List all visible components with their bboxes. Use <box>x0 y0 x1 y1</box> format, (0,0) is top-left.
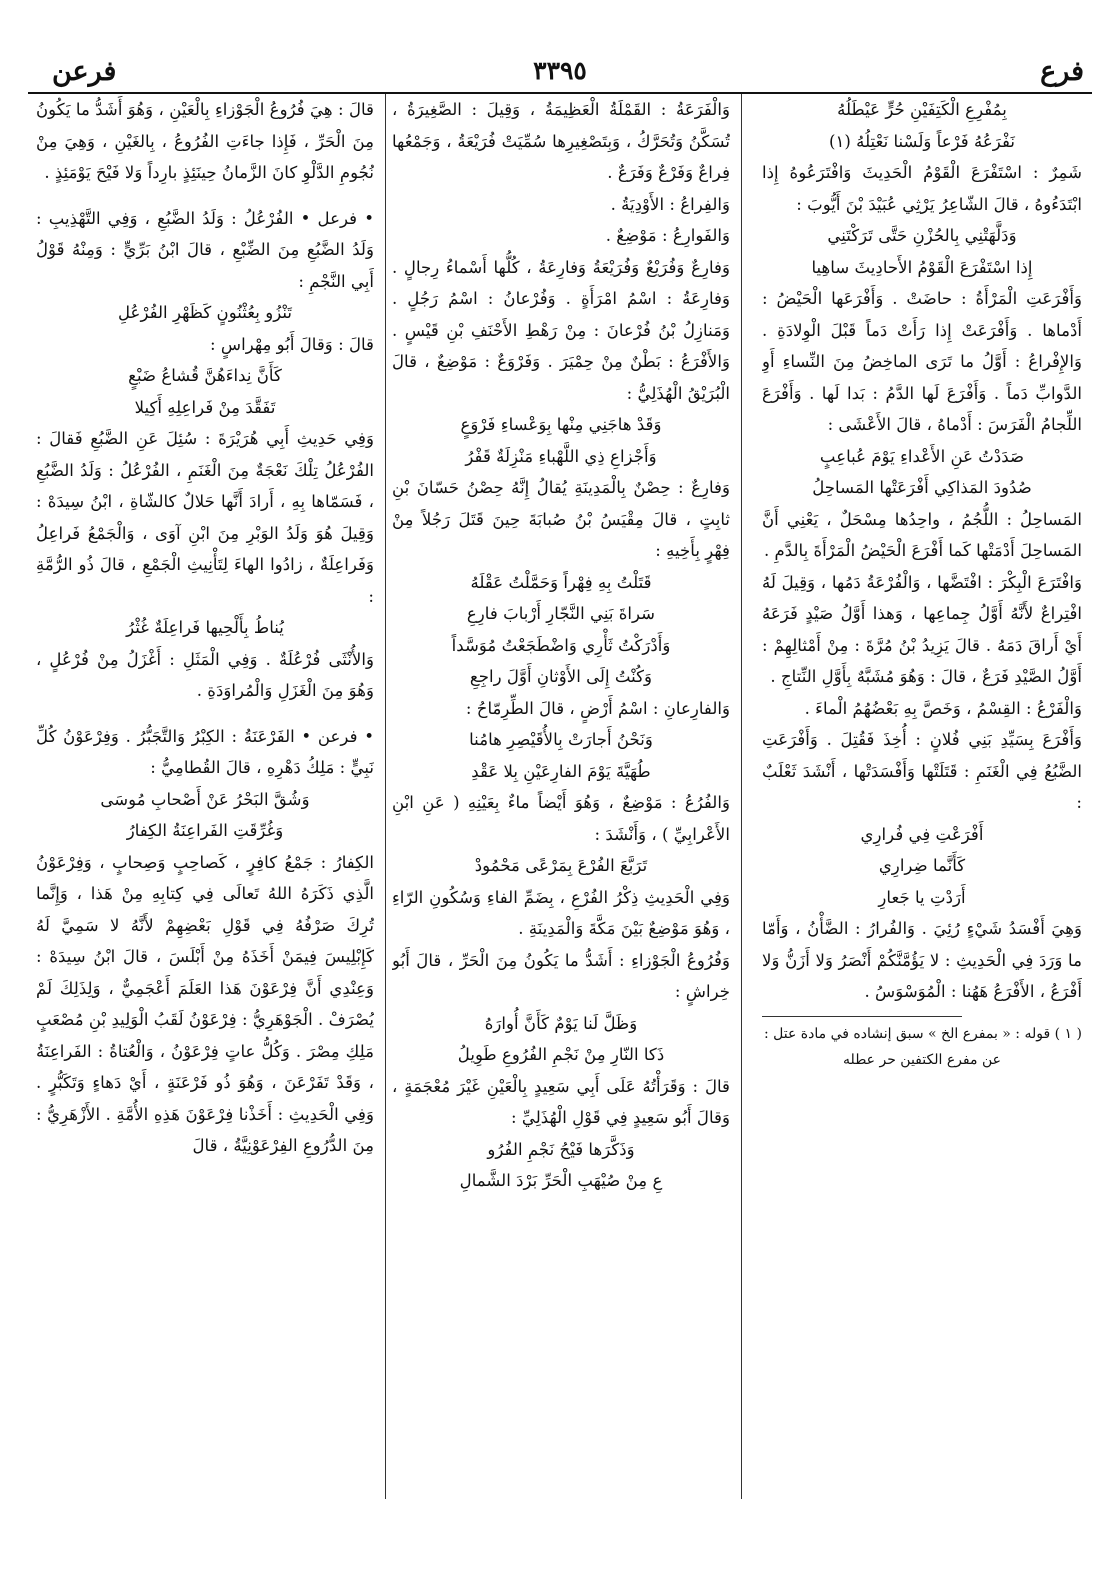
verse-line: يُناطُ بِأَلْحِيها فَراعِلَةٌ غُثْرُ <box>126 618 284 637</box>
footnote: ( ١ ) قوله : « بمفرع الخ » سبق إنشاده في مادة عتل : <box>764 1025 1082 1042</box>
entry-gap <box>36 189 374 203</box>
verse-line: وَشُقَّ البَحْرُ عَنْ أَصْحابِ مُوسَى <box>100 789 310 809</box>
verse-line: بِمُفْرِعِ الْكَتِفَيْنِ حُرٍّ عَيْطَلُهُ <box>837 100 1007 119</box>
entry-faraan: • فرعن • الفَرْعَنَةُ : الكِبْرُ وَالتَّجَبُّرُ . وَفِرْعَوْنُ كُلِّ نَبِيٍّ : مَلِكُ دَهْرِهِ ، قالَ القُطامِيُّ : <box>36 726 374 777</box>
verse-line: وَقَدْ هاجَنِي مِنْها بِوَعْساءِ فَرْوَعٍ <box>460 415 662 434</box>
paragraph: وَفُرُوعُ الْجَوْزاءِ : أَشَدُّ ما يَكُونُ مِنَ الْحَرِّ ، قالَ أَبُو خِراشٍ : <box>392 950 730 1001</box>
verse-line: طُهَيَّةَ يَوْمَ الفارِعَيْنِ بِلا عَقْدِ <box>471 761 651 781</box>
footnote-verse: عن مفرع الكتفين حر عطله <box>843 1051 1001 1068</box>
verse-line: إِذا اسْتَفْرَعَ الْقَوْمُ الأَحادِيثَ ساهِيا <box>811 257 1033 277</box>
paragraph: وَالفَوارِعُ : مَوْضِعٌ . <box>605 226 730 245</box>
paragraph: وَالْفَرْعُ : القِسْمُ ، وَخَصَّ بِهِ بَعْضُهُمُ الْماءَ . <box>804 698 1082 718</box>
column-left <box>36 94 374 1499</box>
footnote-separator <box>762 1016 962 1017</box>
page-header <box>28 48 1092 94</box>
verse-line: وَغُرِّقَتِ الفَراعِنَةُ الكِفارُ <box>126 821 284 840</box>
paragraph: وَالفارِعانِ : اسْمُ أَرْضٍ ، قالَ الطِّرِمّاحُ : <box>465 698 730 718</box>
paragraph: وَافْتَرَعَ الْبِكْرَ : افْتَضَّها ، وَالْفُرْعَةُ دَمُها ، وَقِيلَ لَهُ افْتِراعٌ لأَنَّهُ أَوَّلُ جِماعِها ، وَهذا أَوَّلُ صَيْدٍ فَرَعَهُ أَيْ أَراقَ دَمَهُ . قالَ يَزِيدُ بْنُ مُرَّةَ : مِنْ أَمْثالِهِمْ : أَوَّلُ الصَّيْدِ فَرَعٌ ، قالَ : وَهُوَ مُشَبَّهٌ بِأَوَّلِ النِّتاجِ . <box>762 572 1082 686</box>
verse-line: أَفْرَعْتِ فِي فُرارِي <box>860 824 984 844</box>
paragraph: وَفارِعٌ : حِصْنٌ بِالْمَدِينَةِ يُقالُ إِنَّهُ حِصْنُ حَسّانَ بْنِ ثابِتٍ ، قالَ مِقْيَسُ بْنُ صُبابَةَ حِينَ قَتَلَ رَجُلاً مِنْ فِهْرٍ بِأَخِيهِ : <box>392 478 730 560</box>
verse-line: تَنْزُو بِعُثْنُونٍ كَظَهْرِ الفُرْعُلِ <box>117 303 292 322</box>
paragraph: المَساحِلُ : اللُّجُمُ ، واحِدُها مِسْحَلٌ ، يَعْنِي أَنَّ المَساحِلَ أَدْمَتْها كَما أَفْرَعَ الْحَيْضُ الْمَرْأَةَ بِالدَّمِ . <box>762 509 1082 560</box>
paragraph: وَهِيَ أَفْسَدُ شَيْءٍ رُئِيَ . وَالفُرارُ : الضَّأْنُ ، وَأَمّا ما وَرَدَ فِي الْحَدِيثِ : لا يَؤُمَّنَّكُمْ أَنْصَرُ وَلا أَزَنُّ وَلا أَفْرَعُ ، الأَفْرَعُ هَهُنا : الْمُوَسْوَسُ . <box>762 919 1082 1001</box>
paragraph: وَفارِعٌ وَفُرَيْعٌ وَفُرَيْعَةُ وَفارِعَةُ ، كُلُّها أَسْماءُ رِجالٍ . وَفارِعَةُ : اسْمُ امْرَأَةٍ . وَفُرْعانُ : اسْمُ رَجُلٍ . وَمَنازِلُ بْنُ فُرْعانَ : مِنْ رَهْطِ الأَحْنَفِ بْنِ قَيْسٍ . وَالأَفْرَعُ : بَطْنٌ مِنْ حِمْيَرَ . وَفَرْوَعٌ : مَوْضِعٌ ، قالَ الْبُرَيْقُ الْهُذَلِيُّ : <box>392 257 730 403</box>
verse-line: وَدَلَّهَتْنِي بِالحُزْنِ حَتَّى تَرَكْتَنِي <box>827 226 1017 245</box>
paragraph: قالَ : وَقَرَأْتُهُ عَلَى أَبِي سَعِيدٍ بِالْعَيْنِ غَيْرَ مُعْجَمَةٍ ، وَقالَ أَبُو سَعِيدٍ فِي قَوْلِ الْهُذَلِيِّ : <box>392 1076 730 1127</box>
verse-line: تَرَبَّعَ الفُرْعَ بِمَرْعًى مَحْمُودْ <box>474 856 648 875</box>
verse-line: كَأَنَّما ضِرارِي <box>878 856 966 875</box>
entry-fraal: • فرعل • الفُرْعُلُ : وَلَدُ الضَّبُعِ ، وَفِي التَّهْذِيبِ : وَلَدُ الضَّبُعِ مِنَ الضِّبْعِ ، قالَ ابْنُ بَرِّيٍّ : وَمِنْهُ قَوْلُ أَبِي النَّجْمِ : <box>36 208 374 291</box>
column-divider <box>385 94 386 1499</box>
column-right <box>762 94 1082 1499</box>
verse-line: نَفْرَعُهُ فَرْعاً وَلَسْنا نَعْتِلُهُ (١) <box>829 131 1015 151</box>
paragraph: وَفِي الْحَدِيثِ ذِكْرُ الفُرْعِ ، بِضَمِّ الفاءِ وَسُكُونِ الرّاءِ ، وَهُوَ مَوْضِعٌ بَيْنَ مَكَّةَ وَالْمَدِينَةِ . <box>392 887 730 938</box>
paragraph: وَالفِراعُ : الأَوْدِيَةُ . <box>610 194 730 214</box>
verse-line: عِ مِنْ صُيْهَبِ الْحَرِّ بَرْدَ الشَّمالِ <box>459 1171 663 1190</box>
paragraph: وَالأُنْثَى فُرْعُلَةٌ . وَفِي الْمَثَلِ : أَغْزَلُ مِنْ فُرْعُلٍ ، وَهُوَ مِنَ الْغَزَلِ وَالْمُراوَدَةِ . <box>36 649 374 700</box>
verse-line: وَنَحْنُ أَجارَتْ بِالأُقَيْصِرِ هامُنا <box>469 730 653 749</box>
header-keyword-right: فرع <box>1040 56 1084 87</box>
header-keyword-left: فرعن <box>52 56 117 87</box>
verse-line: وَظَلَّ لَنا يَوْمٌ كَأَنَّ أُوارَهُ <box>484 1013 638 1033</box>
verse-line: أَرَدْتِ يا جَعارِ <box>878 887 966 907</box>
verse-line: صُدُودَ المَذاكِي أَفْرَعَتْها المَساحِلُ <box>812 478 1032 497</box>
paragraph: وَأَفْرَعَ بِسَيِّدِ بَنِي فُلانٍ : أُخِذَ فَقُتِلَ . وَأَفْرَعَتِ الضَّبُعُ فِي الْغَنَمِ : قَتَلَتْها وَأَفْسَدَتْها ، أَنْشَدَ ثَعْلَبٌ : <box>762 730 1082 812</box>
column-middle <box>392 94 730 1499</box>
paragraph: وَأَفْرَعَتِ الْمَرْأَةُ : حاضَتْ . وَأَفْرَعَها الْحَيْضُ : أَدْماها . وَأَفْرَعَتْ إِذا رَأَتْ دَماً قَبْلَ الْوِلادَةِ . وَالإِفْراعُ : أَوَّلُ ما تَرَى الماخِضُ مِنَ النِّساءِ أَوِ الدَّوابِّ دَماً . وَأَفْرَعَ لَها الدَّمُ : بَدا لَها . وَأَفْرَعَ اللِّجامُ الْفَرَسَ : أَدْماهُ ، قالَ الأَعْشَى : <box>762 289 1082 434</box>
verse-line: وَكُنْتُ إِلَى الأَوْثانِ أَوَّلَ راجِعِ <box>469 667 653 686</box>
column-divider <box>741 94 742 1499</box>
verse-line: وَأَجْزاعِ ذِي اللَّهْباءِ مَنْزِلَةٌ قَفْرُ <box>465 446 657 466</box>
paragraph: وَفِي حَدِيثِ أَبِي هُرَيْرَةَ : سُئِلَ عَنِ الضَّبُعِ فَقالَ : الفُرْعُلُ تِلْكَ نَعْجَةٌ مِنَ الْغَنَمِ ، الفُرْعُلُ : وَلَدُ الضَّبُعِ ، فَسَمّاها بِهِ ، أَرادَ أَنَّها حَلالٌ كالشّاةِ ، ابْنُ سِيدَهْ : وَقِيلَ هُوَ وَلَدُ الوَبْرِ مِنَ ابْنِ آوَى ، وَالْجَمْعُ فَراعِلُ وَفَراعِلَةٌ ، زادُوا الهاءَ لِتَأْنِيثِ الْجَمْعِ ، قالَ ذُو الرُّمَّةِ : <box>36 429 374 606</box>
verse-line: سَراةَ بَنِي النَّجّارِ أَرْبابَ فارِعِ <box>466 604 656 623</box>
verse-line: وَأَدْرَكْتُ ثَأْرِي وَاضْطَجَعْتُ مُوَسَّداً <box>451 635 671 655</box>
paragraph: وَالفُرُعُ : مَوْضِعٌ ، وَهُوَ أَيْضاً ماءٌ بِعَيْنِهِ ( عَنِ ابْنِ الأَعْرابِيِّ ) ، وَأَنْشَدَ : <box>392 793 730 844</box>
paragraph: قالَ : هِيَ فُرُوعُ الْجَوْزاءِ بِالْعَيْنِ ، وَهُوَ أَشَدُّ ما يَكُونُ مِنَ الْحَرِّ ، فَإِذا جاءَتِ الفُرُوعُ ، بِالغَيْنِ ، وَهِيَ مِنْ نُجُومِ الدَّلْوِ كانَ الزَّمانُ حِينَئِذٍ بارِداً وَلا فَيْحَ يَوْمَئِذٍ . <box>36 100 374 182</box>
paragraph: وَالْفَرَعَةُ : القَمْلَةُ الْعَظِيمَةُ ، وَقِيلَ : الصَّغِيرَةُ ، تُسَكَّنُ وَتُحَرَّكُ ، وَبِتَصْغِيرِها سُمِّيَتْ فُرَيْعَةُ ، وَجَمْعُها فِراعٌ وَفَرْعٌ وَفَرَعٌ . <box>392 100 730 182</box>
paragraph: شَمِرٌ : اسْتَفْرَعَ الْقَوْمُ الْحَدِيثَ وَافْتَرَعُوهُ إِذا ابْتَدَءُوهُ ، قالَ الشّاعِرُ يَرْثِي عُبَيْدَ بْنَ أَيُّوبَ : <box>762 163 1082 214</box>
paragraph: قالَ : وَقالَ أَبُو مِهْراسٍ : <box>209 334 374 354</box>
text-columns <box>28 94 1092 1499</box>
verse-line: كَأَنَّ نِداءَهُنَّ قُشاعُ ضَبْعٍ <box>128 366 282 385</box>
verse-line: وَذَكَّرَها فَيْحُ نَجْمِ الفُرُو <box>487 1139 635 1159</box>
verse-line: تَفَقَّدَ مِنْ فَراعِلِهِ أَكِيلا <box>134 397 276 417</box>
paragraph: الكِفارُ : جَمْعُ كافِرٍ ، كَصاحِبٍ وَصِحابٍ ، وَفِرْعَوْنُ الَّذِي ذَكَرَهُ اللهُ تَعالَى فِي كِتابِهِ مِنْ هَذا ، وَإِنَّما تُرِكَ صَرْفُهُ فِي قَوْلِ بَعْضِهِمْ لأَنَّهُ لا سَمِيَّ لَهُ كَإِبْلِيسَ فِيمَنْ أَخَذَهُ مِنْ أَبْلَسَ ، قالَ ابْنُ سِيدَهْ : وَعِنْدِي أَنَّ فِرْعَوْنَ هَذا العَلَمَ أَعْجَمِيٌّ ، وَلِذَلِكَ لَمْ يُصْرَفْ . الْجَوْهَرِيُّ : فِرْعَوْنُ لَقَبُ الْوَلِيدِ بْنِ مُصْعَبٍ مَلِكِ مِصْرَ . وَكُلُّ عاتٍ فِرْعَوْنُ ، وَالْعُتاةُ : الفَراعِنَةُ ، وَقَدْ تَفَرْعَنَ ، وَهُوَ ذُو فَرْعَنَةٍ ، أَيْ دَهاءٍ وَتَكَبُّرٍ . وَفِي الْحَدِيثِ : أَخَذْنا فِرْعَوْنَ هَذِهِ الأُمَّةِ . الأَزْهَرِيُّ : مِنَ الدُّرُوعِ الفِرْعَوْنِيَّةُ ، قالَ <box>36 852 374 1155</box>
page-number: ٣٣٩٥ <box>533 56 587 85</box>
verse-line: قَتَلْتُ بِهِ فِهْراً وَحَمَّلْتُ عَقْلَهُ <box>470 572 652 592</box>
verse-line: صَدَدْتُ عَنِ الأَعْداءِ يَوْمَ عُباعِبٍ <box>819 446 1025 466</box>
verse-line: ذَكا النّارِ مِنْ نَجْمِ الفُرُوعِ طَوِيلُ <box>457 1045 665 1064</box>
entry-gap <box>36 707 374 721</box>
